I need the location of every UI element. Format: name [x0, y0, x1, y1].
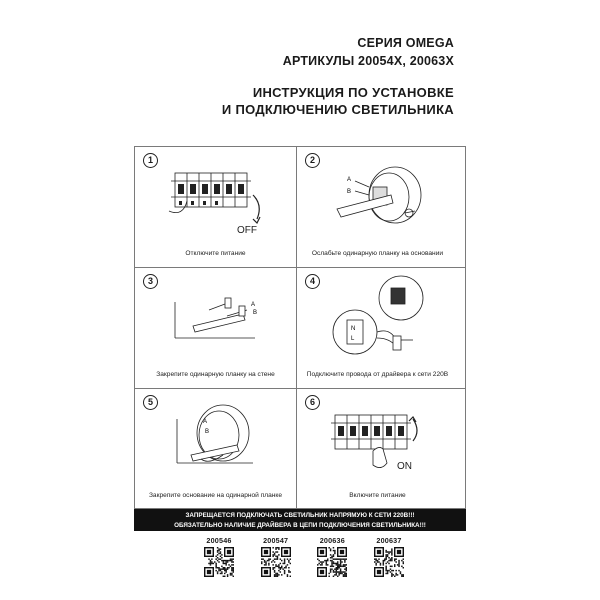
series-name: СЕРИЯ OMEGA — [357, 36, 454, 50]
qr-item — [204, 536, 234, 582]
article-numbers: АРТИКУЛЫ 20054X, 20063X — [282, 54, 454, 68]
title-line-1: ИНСТРУКЦИЯ ПО УСТАНОВКЕ — [252, 85, 454, 100]
loosen-plate-illustration — [297, 147, 458, 247]
mount-plate-wall-illustration — [135, 268, 296, 368]
label-a: A — [347, 177, 352, 183]
qr-code-icon[interactable] — [317, 547, 347, 577]
qr-label: 200637 — [376, 536, 402, 545]
step-2-panel — [297, 147, 458, 267]
label-a: A — [203, 419, 208, 425]
label-a: A — [251, 302, 256, 308]
label-b: B — [347, 189, 352, 195]
step-1-caption: Отключите питание — [185, 250, 246, 257]
step-5-panel — [135, 389, 296, 509]
wiring-illustration — [297, 268, 458, 368]
step-3-caption: Закрепите одинарную планку на стене — [156, 371, 275, 378]
qr-code-icon[interactable] — [204, 547, 234, 577]
label-l: L — [351, 336, 355, 342]
label-n: N — [351, 326, 356, 332]
warning-line-2: ОБЯЗАТЕЛЬНО НАЛИЧИЕ ДРАЙВЕРА В ЦЕПИ ПОДКЛЮЧЕНИЯ СВЕТИЛЬНИКА!!! — [174, 521, 426, 529]
qr-item — [261, 536, 291, 582]
attach-base-illustration — [135, 389, 296, 489]
step-1-panel — [135, 147, 296, 267]
off-label: OFF — [237, 225, 257, 236]
title-line-2: И ПОДКЛЮЧЕНИЮ СВЕТИЛЬНИКА — [221, 102, 454, 117]
warning-line-1: ЗАПРЕЩАЕТСЯ ПОДКЛЮЧАТЬ СВЕТИЛЬНИК НАПРЯМУЮ К СЕТИ 220В!!! — [185, 512, 415, 519]
document-header — [222, 34, 454, 118]
breaker-on-illustration — [297, 389, 458, 489]
breaker-off-illustration — [135, 147, 296, 247]
label-b: B — [253, 310, 258, 316]
qr-label: 200547 — [263, 536, 289, 545]
step-6-number: 6 — [305, 395, 320, 410]
step-2-caption: Ослабьте одинарную планку на основании — [311, 250, 444, 257]
qr-code-icon[interactable] — [261, 547, 291, 577]
step-5-number: 5 — [143, 395, 158, 410]
label-b: B — [205, 429, 210, 435]
instruction-grid — [134, 146, 466, 509]
step-6-panel — [297, 389, 458, 509]
qr-code-row — [204, 536, 404, 582]
step-5-caption: Закрепите основание на одинарной планке — [148, 492, 283, 499]
step-4-number: 4 — [305, 274, 320, 289]
document-title — [222, 84, 454, 118]
step-3-panel — [135, 268, 296, 388]
qr-label: 200546 — [206, 536, 232, 545]
qr-code-icon[interactable] — [374, 547, 404, 577]
on-label: ON — [397, 461, 412, 472]
qr-item — [374, 536, 404, 582]
step-4-panel — [297, 268, 458, 388]
qr-item — [317, 536, 347, 582]
step-4-caption: Подключите провода от драйвера к сети 220В — [306, 371, 449, 378]
step-1-number: 1 — [143, 153, 158, 168]
step-6-caption: Включите питание — [349, 492, 406, 499]
step-3-number: 3 — [143, 274, 158, 289]
qr-label: 200636 — [319, 536, 345, 545]
step-2-number: 2 — [305, 153, 320, 168]
warning-banner — [134, 509, 466, 531]
